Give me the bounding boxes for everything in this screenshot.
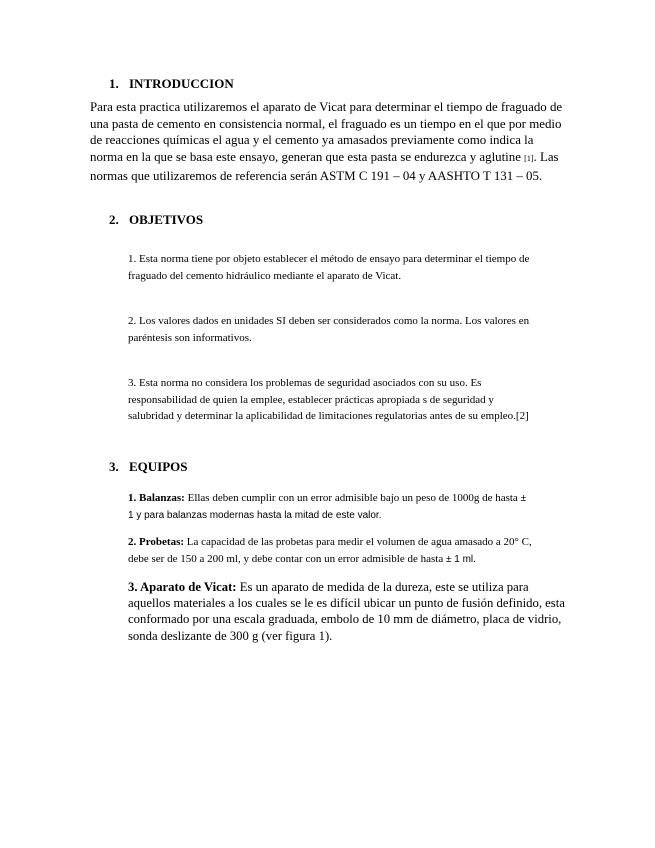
line-text: Ellas deben cumplir con un error admisible bajo un peso de 1000g de hasta	[184, 492, 521, 504]
line-text: Es un aparato de medida de la dureza, este se utiliza para	[236, 580, 529, 594]
section-number: 2.	[109, 212, 119, 227]
plus-minus-symbol: ±	[520, 493, 527, 504]
item-label: 1. Balanzas:	[128, 492, 185, 504]
paragraph-line: 1 y para balanzas modernas hasta la mitad de este valor.	[128, 509, 382, 521]
item-label: 3. Aparato de Vicat:	[128, 580, 237, 594]
equipo-balanzas	[128, 490, 568, 524]
line-tail: . Las	[533, 150, 559, 165]
introduccion-paragraph	[90, 99, 570, 185]
equipo-probetas	[128, 534, 568, 568]
item-label: 2. Probetas:	[128, 536, 185, 548]
section-title: OBJETIVOS	[129, 212, 204, 227]
paragraph-line	[128, 551, 568, 569]
line-text: La capacidad de las probetas para medir el volumen de agua amasado a 20° C,	[184, 536, 532, 548]
citation-ref: [1]	[524, 154, 534, 164]
paragraph-line: Para esta practica utilizaremos el aparato de Vicat para determinar el tiempo de fraguado de	[90, 100, 563, 114]
paragraph-line: fraguado del cemento hidráulico mediante el aparato de Vicat.	[128, 269, 402, 282]
line-text: norma en la que se basa este ensayo, generan que esta pasta se endurezca y aglutine	[90, 150, 521, 165]
paragraph-line: normas que utilizaremos de referencia serán ASTM C 191 – 04 y AASHTO T 131 – 05.	[90, 168, 543, 183]
paragraph-line	[128, 534, 568, 551]
paragraph-line: una pasta de cemento en consistencia normal, el fraguado es un tiempo en el que por medio	[90, 116, 562, 131]
objetivo-item	[128, 251, 568, 284]
plus-minus-value: ± 1 ml	[445, 553, 474, 565]
paragraph-line: responsabilidad de quien la emplee, establecer prácticas apropiada s de seguridad y	[128, 393, 494, 406]
section-title: EQUIPOS	[129, 459, 188, 474]
objetivo-item	[128, 313, 568, 346]
section-heading-objetivos	[109, 212, 203, 228]
paragraph-line	[90, 149, 570, 168]
paragraph-line: 1. Esta norma tiene por objeto establecer el método de ensayo para determinar el tiempo de	[128, 253, 530, 265]
section-heading-introduccion	[109, 76, 234, 92]
section-number: 1.	[109, 76, 119, 91]
paragraph-line: 3. Esta norma no considera los problemas de seguridad asociados con su uso. Es	[128, 377, 482, 389]
line-tail: .	[473, 552, 476, 565]
section-title: INTRODUCCION	[129, 76, 234, 91]
paragraph-line	[128, 490, 568, 508]
paragraph-line: salubridad y determinar la aplicabilidad de limitaciones regulatorias antes de su empleo.[2]	[128, 410, 529, 422]
paragraph-line: de reacciones químicas el agua y el cemento ya amasados previamente como indica la	[90, 133, 534, 148]
paragraph-line: sonda deslizante de 300 g (ver figura 1).	[128, 628, 333, 643]
objetivo-item	[128, 375, 568, 425]
paragraph-line: conformado por una escala graduada, embolo de 10 mm de diámetro, placa de vidrio,	[128, 612, 562, 627]
paragraph-line: 2. Los valores dados en unidades SI deben ser considerados como la norma. Los valores en	[128, 315, 530, 327]
equipo-aparato-vicat	[128, 579, 568, 644]
line-text: debe ser de 150 a 200 ml, y debe contar con un error admisible de hasta	[128, 552, 446, 565]
paragraph-line	[128, 579, 568, 595]
section-heading-equipos	[109, 459, 188, 475]
section-number: 3.	[109, 459, 119, 474]
paragraph-line: aquellos materiales a los cuales se le es difícil ubicar un punto de fusión definido, esta	[128, 596, 565, 611]
paragraph-line: paréntesis son informativos.	[128, 331, 252, 344]
